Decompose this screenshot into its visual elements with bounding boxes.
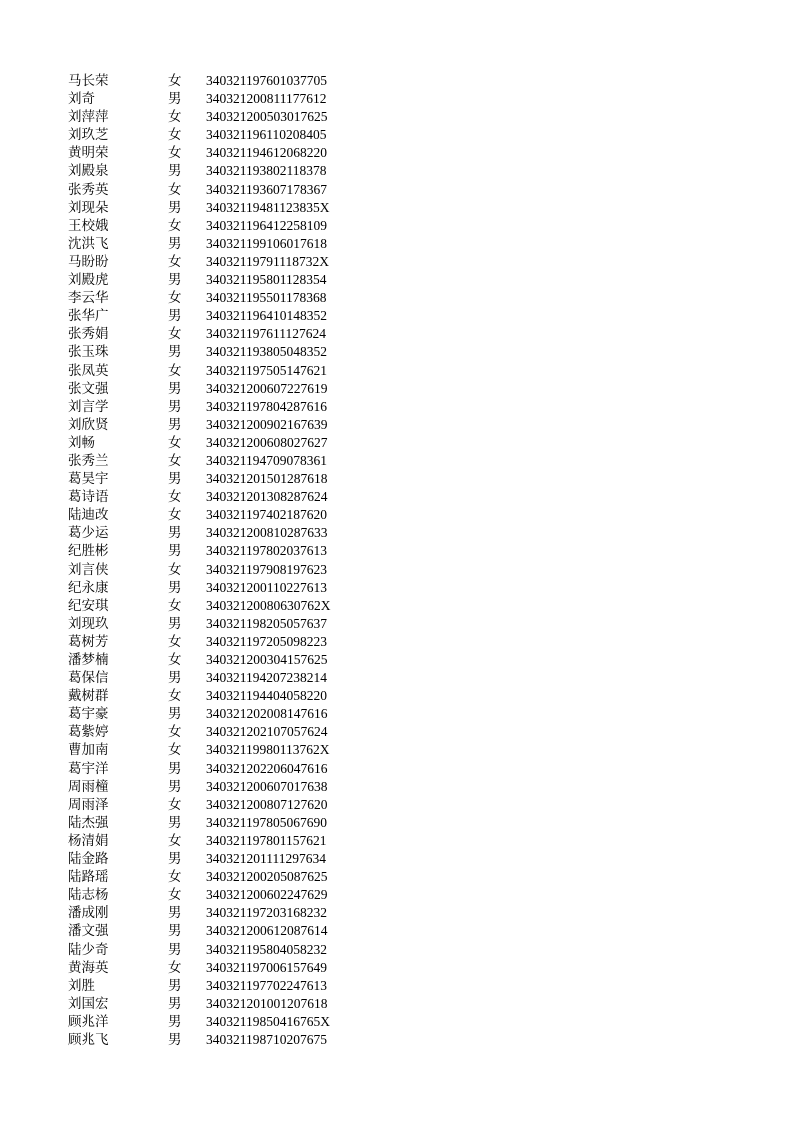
person-gender: 男 [168,91,182,108]
person-name: 王校娥 [68,217,109,234]
person-gender: 男 [168,670,182,687]
person-name: 张秀英 [68,181,109,198]
person-name: 黄海英 [68,959,109,976]
person-id-number: 340321200612087614 [206,923,328,939]
person-name: 张秀娟 [68,326,109,343]
person-name: 李云华 [68,290,109,307]
person-gender: 女 [168,127,182,144]
list-item [68,271,331,289]
list-item [68,72,331,90]
person-list [68,72,331,1049]
person-id-number: 340321197804287616 [206,398,327,414]
person-id-number: 340321201501287618 [206,471,328,487]
list-item [68,398,331,416]
person-id-number: 340321200110227613 [206,579,327,595]
list-item [68,380,331,398]
person-id-number: 340321193802118378 [206,163,327,179]
list-item [68,705,331,723]
person-gender: 女 [168,217,182,234]
list-item [68,868,331,886]
person-name: 顾兆飞 [68,1031,109,1048]
person-gender: 男 [168,398,182,415]
person-name: 纪安琪 [68,597,109,614]
person-name: 戴树群 [68,688,109,705]
person-gender: 女 [168,73,182,89]
person-name: 刘欣贤 [68,416,109,433]
person-id-number: 34032120080630762X [206,597,331,613]
person-id-number: 340321200902167639 [206,416,328,432]
person-gender: 女 [168,434,182,451]
list-item [68,886,331,904]
person-id-number: 340321197801157621 [206,832,327,848]
person-id-number: 340321194404058220 [206,688,327,704]
list-item [68,561,331,579]
person-gender: 男 [168,199,182,216]
person-id-number: 340321197006157649 [206,959,327,975]
person-name: 沈洪飞 [68,235,109,252]
person-id-number: 340321202206047616 [206,760,328,776]
person-id-number: 340321199106017618 [206,235,327,251]
person-id-number: 340321197402187620 [206,507,327,523]
person-gender: 女 [168,489,182,506]
person-id-number: 340321200607017638 [206,778,328,794]
person-name: 陆少奇 [68,941,109,958]
person-id-number: 340321198205057637 [206,615,327,631]
person-id-number: 340321197802037613 [206,543,327,559]
person-id-number: 340321200602247629 [206,887,328,903]
person-id-number: 340321197702247613 [206,977,327,993]
list-item [68,434,331,452]
person-gender: 女 [168,362,182,379]
person-name: 刘奇 [68,91,95,108]
person-gender: 男 [168,380,182,397]
person-gender: 女 [168,652,182,668]
person-name: 葛少运 [68,525,109,542]
person-gender: 女 [168,181,182,198]
person-name: 葛紫婷 [68,724,109,741]
person-name: 马盼盼 [68,253,109,270]
person-name: 张凤英 [68,362,109,379]
list-item [68,597,331,615]
person-gender: 男 [168,1013,182,1030]
person-name: 葛保信 [68,670,109,687]
person-name: 刘国宏 [68,995,109,1012]
person-name: 刘胜 [68,977,95,994]
person-gender: 女 [168,887,182,904]
person-gender: 女 [168,742,182,759]
list-item [68,832,331,850]
person-name: 陆路瑶 [68,869,109,886]
person-gender: 女 [168,507,182,524]
person-gender: 男 [168,905,182,922]
person-gender: 男 [168,923,182,940]
list-item [68,470,331,488]
person-gender: 女 [168,561,182,578]
list-item [68,542,331,560]
person-name: 马长荣 [68,73,109,89]
person-gender: 男 [168,706,182,723]
list-item [68,579,331,597]
person-id-number: 340321197205098223 [206,633,327,649]
person-name: 张华广 [68,308,109,325]
list-item [68,199,331,217]
person-gender: 男 [168,163,182,180]
person-id-number: 340321200608027627 [206,434,328,450]
person-name: 刘殿虎 [68,272,109,289]
list-item [68,1013,331,1031]
person-name: 刘萍萍 [68,109,109,126]
person-id-number: 340321194612068220 [206,145,327,161]
list-item [68,941,331,959]
person-gender: 男 [168,941,182,958]
person-gender: 男 [168,543,182,560]
person-name: 张秀兰 [68,452,109,469]
list-item [68,362,331,380]
person-id-number: 340321200807127620 [206,796,328,812]
person-id-number: 340321193805048352 [206,344,327,360]
list-item [68,723,331,741]
list-item [68,922,331,940]
list-item [68,217,331,235]
person-name: 潘成刚 [68,905,109,922]
list-item [68,289,331,307]
person-name: 黄明荣 [68,145,109,162]
person-gender: 女 [168,796,182,813]
person-gender: 男 [168,995,182,1012]
person-id-number: 34032119850416765X [206,1013,330,1029]
person-gender: 女 [168,109,182,126]
person-id-number: 340321200503017625 [206,109,328,125]
person-id-number: 340321197908197623 [206,561,327,577]
person-id-number: 34032119791118732X [206,253,329,269]
person-gender: 男 [168,977,182,994]
person-id-number: 340321200811177612 [206,91,327,107]
person-id-number: 34032119980113762X [206,742,330,758]
person-name: 刘现朵 [68,199,109,216]
list-item [68,108,331,126]
person-name: 曹加南 [68,742,109,759]
person-id-number: 340321195801128354 [206,272,327,288]
person-gender: 男 [168,416,182,433]
list-item [68,778,331,796]
person-name: 刘玖芝 [68,127,109,144]
person-gender: 男 [168,471,182,488]
person-gender: 女 [168,832,182,849]
person-gender: 男 [168,615,182,632]
person-id-number: 340321195501178368 [206,290,327,306]
list-item [68,488,331,506]
person-gender: 男 [168,814,182,831]
person-id-number: 340321193607178367 [206,181,327,197]
person-name: 葛树芳 [68,633,109,650]
person-id-number: 340321196110208405 [206,127,327,143]
person-gender: 女 [168,724,182,741]
list-item [68,90,331,108]
person-id-number: 340321201111297634 [206,851,326,867]
person-name: 周雨泽 [68,796,109,813]
person-gender: 男 [168,760,182,777]
person-name: 纪胜彬 [68,543,109,560]
person-name: 刘殿泉 [68,163,109,180]
person-gender: 女 [168,869,182,886]
person-gender: 男 [168,344,182,361]
person-id-number: 340321202107057624 [206,724,328,740]
person-id-number: 340321200205087625 [206,869,328,885]
list-item [68,687,331,705]
person-gender: 男 [168,272,182,289]
person-gender: 女 [168,597,182,614]
person-gender: 男 [168,579,182,596]
person-id-number: 340321197505147621 [206,362,327,378]
person-id-number: 340321200607227619 [206,380,328,396]
person-id-number: 34032119481123835X [206,199,330,215]
list-item [68,760,331,778]
person-gender: 女 [168,145,182,162]
person-id-number: 340321200810287633 [206,525,328,541]
person-name: 葛宇洋 [68,760,109,777]
person-gender: 女 [168,452,182,469]
list-item [68,977,331,995]
person-id-number: 340321195804058232 [206,941,327,957]
list-item [68,904,331,922]
person-id-number: 340321196412258109 [206,217,327,233]
list-item [68,416,331,434]
person-gender: 女 [168,633,182,650]
list-item [68,741,331,759]
list-item [68,325,331,343]
person-name: 陆志杨 [68,887,109,904]
person-id-number: 340321201308287624 [206,489,328,505]
person-name: 杨清娟 [68,832,109,849]
person-name: 张玉珠 [68,344,109,361]
person-name: 陆迪改 [68,507,109,524]
person-id-number: 340321200304157625 [206,652,328,667]
person-gender: 男 [168,778,182,795]
person-name: 周雨橦 [68,778,109,795]
person-id-number: 340321194207238214 [206,670,327,686]
list-item [68,524,331,542]
list-item [68,452,331,470]
person-name: 纪永康 [68,579,109,596]
person-name: 潘文强 [68,923,109,940]
person-gender: 男 [168,525,182,542]
person-id-number: 340321196410148352 [206,308,327,324]
list-item [68,669,331,687]
person-name: 葛昊宇 [68,471,109,488]
person-id-number: 340321197601037705 [206,73,327,88]
list-item [68,253,331,271]
person-name: 张文强 [68,380,109,397]
list-item [68,343,331,361]
person-gender: 男 [168,1031,182,1048]
list-item [68,181,331,199]
person-id-number: 340321197611127624 [206,326,326,342]
list-item [68,162,331,180]
list-item [68,1031,331,1049]
person-gender: 女 [168,290,182,307]
person-id-number: 340321201001207618 [206,995,328,1011]
list-item [68,995,331,1013]
person-name: 刘言学 [68,398,109,415]
person-id-number: 340321202008147616 [206,706,328,722]
list-item [68,506,331,524]
person-gender: 女 [168,253,182,270]
person-name: 潘梦楠 [68,652,109,668]
person-gender: 男 [168,308,182,325]
list-item [68,144,331,162]
list-item [68,796,331,814]
person-name: 陆杰强 [68,814,109,831]
list-item [68,615,331,633]
person-gender: 男 [168,851,182,868]
person-gender: 女 [168,688,182,705]
list-item [68,126,331,144]
person-name: 葛宇豪 [68,706,109,723]
person-name: 刘现玖 [68,615,109,632]
person-name: 顾兆洋 [68,1013,109,1030]
person-gender: 女 [168,959,182,976]
person-id-number: 340321197203168232 [206,905,327,921]
list-item [68,850,331,868]
person-gender: 男 [168,235,182,252]
person-name: 刘言侠 [68,561,109,578]
list-item [68,814,331,832]
person-name: 刘畅 [68,434,95,451]
person-name: 陆金路 [68,851,109,868]
list-item [68,235,331,253]
person-id-number: 340321194709078361 [206,452,327,468]
list-item [68,959,331,977]
person-id-number: 340321198710207675 [206,1031,327,1047]
person-gender: 女 [168,326,182,343]
person-name: 葛诗语 [68,489,109,506]
list-item [68,307,331,325]
list-item [68,651,331,669]
list-item [68,633,331,651]
person-id-number: 340321197805067690 [206,814,327,830]
